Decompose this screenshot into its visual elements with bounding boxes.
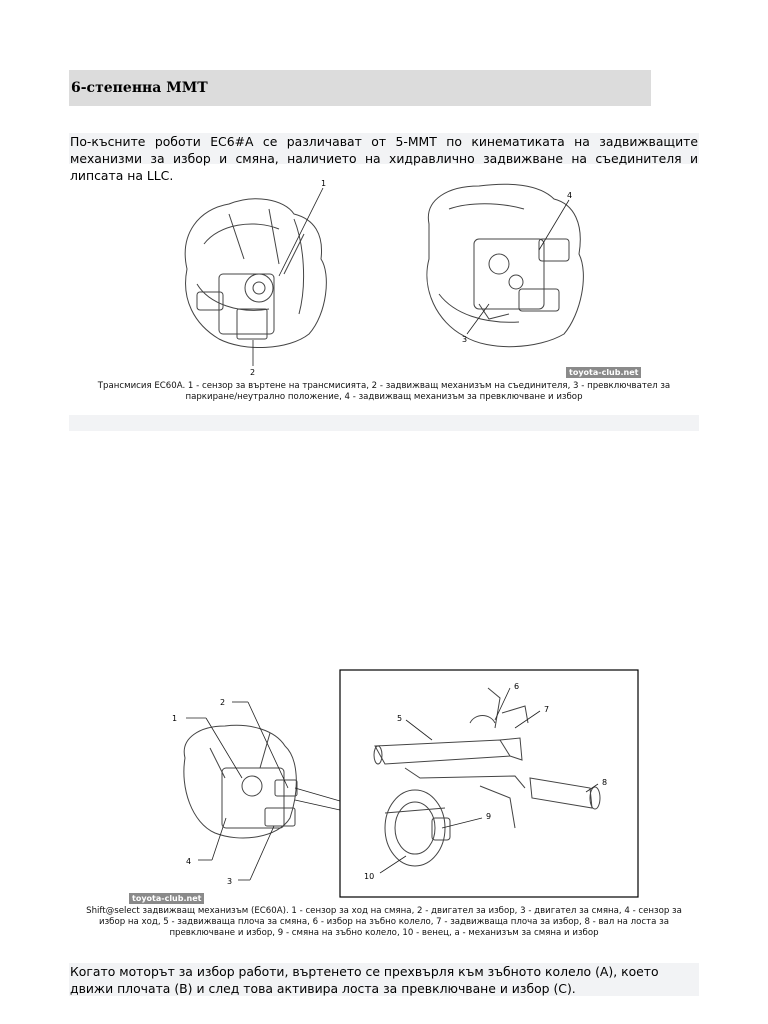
fig2-label-5: 5 xyxy=(397,714,403,723)
fig2-label-7: 7 xyxy=(544,705,550,714)
fig2-watermark: toyota-club.net xyxy=(129,893,204,904)
fig1-label-3: 3 xyxy=(462,335,468,344)
fig2-caption xyxy=(69,906,699,939)
fig1-caption-line2: паркиране/неутрално положение, 4 - задвижващ механизъм за превключване и избор xyxy=(185,392,583,402)
fig1-label-1: 1 xyxy=(321,179,327,188)
fig2-caption-line3: превключване и избор, 9 - смяна на зъбно колело, 10 - венец, a - механизъм за смяна и избор xyxy=(169,928,599,938)
fig1-label-2: 2 xyxy=(250,368,256,377)
fig1-label-4: 4 xyxy=(567,191,573,200)
section-title: 6-степенна MMT xyxy=(71,80,208,96)
fig2-label-1: 1 xyxy=(172,714,178,723)
intro-paragraph: По-късните роботи EC6#A се различават от 5-MMT по кинематиката на задвижващите механизми за избор и смяна, наличието на хидравлично задвижване на съединителя и липсата на LLC. xyxy=(70,134,698,183)
outro-paragraph: Когато моторът за избор работи, въртенето се прехвърля към зъбното колело (A), което движи плочата (B) и след това активира лоста за превключване и избор (C). xyxy=(69,963,699,996)
fig1-caption xyxy=(79,381,689,403)
fig2-caption-line1: Shift@select задвижващ механизъм (EC60A). 1 - сензор за ход на смяна, 2 - двигател за избор, 3 - двигател за смяна, 4 - сензор за xyxy=(86,906,682,916)
transmission-illustration xyxy=(69,164,699,379)
fig2-label-10: 10 xyxy=(364,872,375,881)
figure-transmission xyxy=(69,164,699,431)
section-title-bar xyxy=(69,70,651,106)
fig1-bottom-strip xyxy=(69,415,699,431)
fig1-watermark: toyota-club.net xyxy=(566,367,641,378)
fig2-label-2: 2 xyxy=(220,698,226,707)
fig2-label-9: 9 xyxy=(486,812,492,821)
fig2-label-3: 3 xyxy=(227,877,233,886)
actuator-illustration xyxy=(170,668,700,898)
fig2-label-4: 4 xyxy=(186,857,192,866)
fig1-caption-line1: Трансмисия EC60A. 1 - сензор за въртене на трансмисията, 2 - задвижващ механизъм на съединителя, 3 - превключвател за xyxy=(97,381,671,391)
fig2-label-8: 8 xyxy=(602,778,608,787)
fig2-label-6: 6 xyxy=(514,682,520,691)
detail-frame xyxy=(340,670,638,897)
fig2-caption-line2: избор на ход, 5 - задвижваща плоча за смяна, 6 - избор на зъбно колело, 7 - задвижваща плоча за избор, 8 - вал на лоста за xyxy=(99,917,669,927)
